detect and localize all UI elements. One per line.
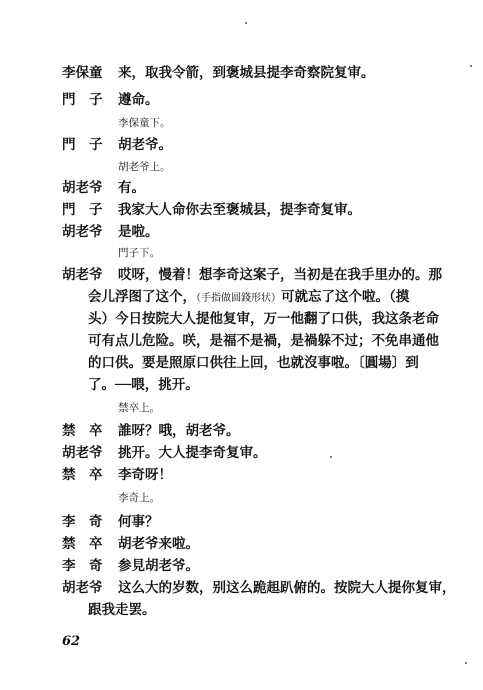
dialogue-line — [62, 199, 361, 221]
dialogue-line — [62, 555, 199, 577]
dialogue-line — [62, 177, 145, 199]
speech-text: 胡老爷。 — [118, 137, 172, 153]
speaker-name: 胡老爷 — [62, 580, 103, 596]
speech-text: 哎呀，慢着！想李奇这案子，当初是在我手里办的。那 — [118, 267, 442, 283]
dialogue-line — [62, 134, 172, 156]
dialogue-line — [62, 221, 159, 243]
speaker-name: 門 子 — [62, 137, 103, 153]
stage-direction: 門子下。 — [118, 247, 160, 259]
dialogue-line — [62, 420, 240, 442]
speech-text: 李奇呀！ — [118, 467, 172, 483]
speaker-name: 門 子 — [62, 92, 103, 108]
speech-text: 有。 — [118, 180, 145, 196]
speech-continuation: 了。──喂，挑开。 — [88, 377, 199, 393]
stage-direction: 禁卒上。 — [118, 402, 160, 414]
speaker-name: 李保童 — [62, 65, 103, 81]
stage-direction: 李保童下。 — [118, 117, 171, 129]
speech-text: 誰呀？哦，胡老爷。 — [118, 423, 240, 439]
speech-text: 我家大人命你去至褒城县，提李奇复审。 — [118, 202, 361, 218]
dialogue-line — [62, 442, 267, 464]
dialogue-line — [62, 511, 159, 533]
speech-text: 是啦。 — [118, 224, 159, 240]
dialogue-line — [62, 62, 375, 84]
speaker-name: 李 奇 — [62, 514, 103, 530]
ink-speck — [470, 65, 472, 67]
dialogue-line — [62, 533, 199, 555]
inline-stage-note: （手指做圆錢形状） — [196, 293, 281, 304]
speech-continuation: 跟我走罢。 — [88, 602, 156, 618]
speech-text: 何事？ — [118, 514, 159, 530]
stage-direction: 胡老爷上。 — [118, 161, 171, 173]
speaker-name: 門 子 — [62, 202, 103, 218]
speaker-name: 胡老爷 — [62, 180, 103, 196]
speech-continuation: 的口供。要是照原口供往上回，也就沒事啦。〔圓場〕到 — [88, 355, 419, 371]
speaker-name: 禁 卒 — [62, 467, 103, 483]
ink-speck — [465, 662, 467, 664]
dialogue-line — [62, 264, 442, 286]
speech-text: 参見胡老爷。 — [118, 558, 199, 574]
speaker-name: 胡老爷 — [62, 445, 103, 461]
speech-continuation: 可有点儿危险。咲，是福不是禍，是禍躲不过；不免串通他 — [88, 333, 439, 349]
speech-text: 来，取我令箭，到褒城县提李奇察院复审。 — [118, 65, 375, 81]
speaker-name: 禁 卒 — [62, 423, 103, 439]
ink-speck — [330, 456, 332, 458]
speech-text: 胡老爷来啦。 — [118, 536, 199, 552]
speech-text: 这么大的岁数，别这么跪趄趴俯的。按院大人提你复审， — [118, 580, 456, 596]
dialogue-line — [62, 464, 172, 486]
speech-text: 挑开。大人提李奇复审。 — [118, 445, 267, 461]
speech-text: 遵命。 — [118, 92, 159, 108]
dialogue-line — [62, 89, 159, 111]
stage-direction: 李奇上。 — [118, 492, 160, 504]
speaker-name: 胡老爷 — [62, 224, 103, 240]
dialogue-line — [62, 577, 456, 599]
speech-continuation: 头）今日按院大人提他复审，万一他翻了口供，我这条老命 — [88, 311, 439, 327]
speaker-name: 禁 卒 — [62, 536, 103, 552]
page-number: 62 — [62, 634, 81, 649]
speech-fragment: 可就忘了这个啦。（摸 — [281, 289, 410, 305]
speech-fragment: 会儿浮图了这个， — [88, 289, 196, 305]
speaker-name: 胡老爷 — [62, 267, 103, 283]
speaker-name: 李 奇 — [62, 558, 103, 574]
speech-continuation — [88, 286, 438, 308]
ink-speck — [245, 22, 247, 24]
